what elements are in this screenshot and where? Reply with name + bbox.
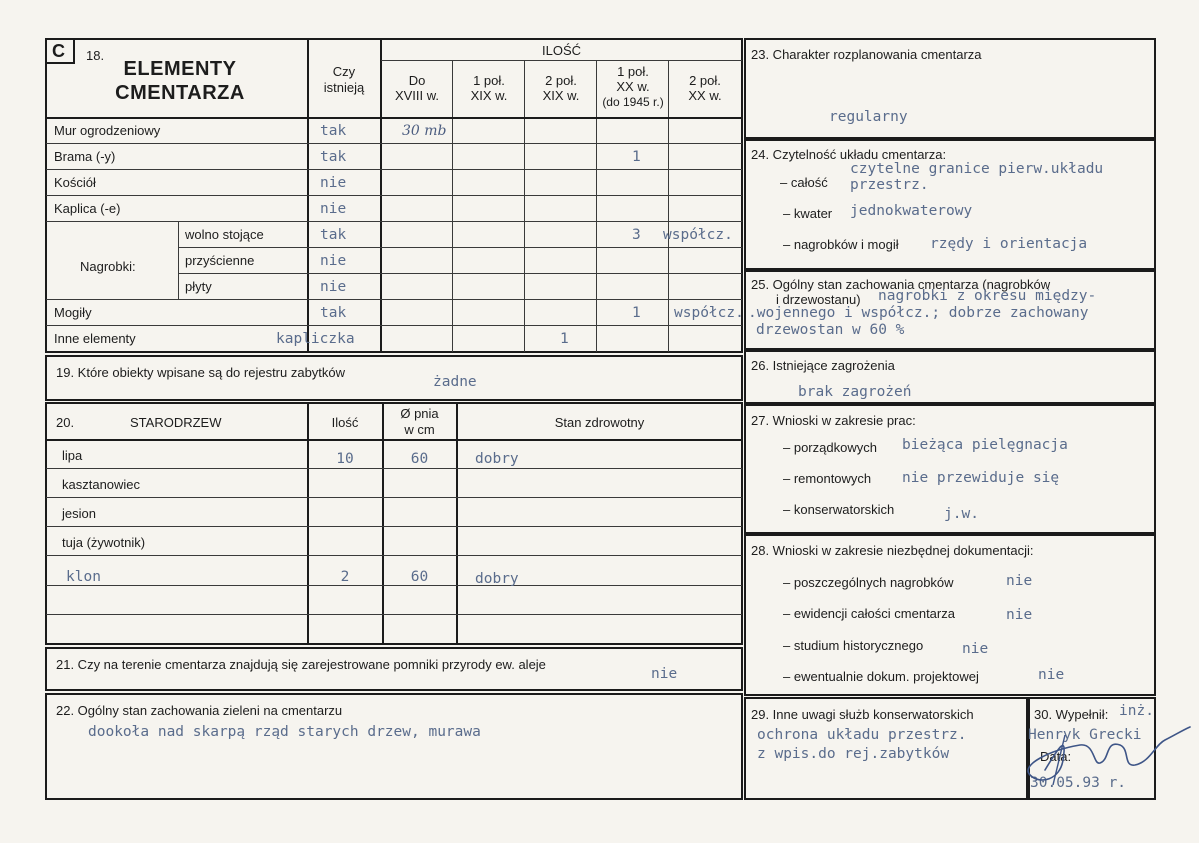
row-kaplica: Kaplica (-e) — [54, 201, 121, 216]
s24-label: 24. Czytelność układu cmentarza: — [751, 147, 947, 162]
tree-row-5-name: klon — [66, 569, 101, 585]
row-kosciol: Kościół — [54, 175, 96, 190]
mur-exist-value: tak — [320, 123, 347, 139]
s22-label: 22. Ogólny stan zachowania zieleni na cmentarzu — [56, 703, 343, 718]
s25-value-3: drzewostan w 60 % — [756, 322, 905, 338]
s24-nagrob-value: rzędy i orientacja — [930, 236, 1088, 252]
s20-col-stan: Stan zdrowotny — [554, 415, 645, 430]
row-brama: Brama (-y) — [54, 149, 116, 164]
period-4-l3: (do 1945 r.) — [602, 95, 664, 109]
s30-title-value: inż. — [1119, 703, 1154, 719]
s27-item-3-value: j.w. — [944, 506, 979, 522]
s30-label: 30. Wypełnił: — [1034, 707, 1109, 722]
s27-item-2-value: nie przewiduje się — [902, 470, 1060, 486]
s28-item-1-label: – poszczególnych nagrobków — [783, 575, 954, 590]
row-mur: Mur ogrodzeniowy — [54, 123, 161, 138]
s25-value-1: nagrobki z okresu między- — [878, 288, 1097, 304]
period-2-l2: XIX w. — [470, 88, 508, 103]
s20-col-pnia-l2: w cm — [404, 422, 435, 437]
period-5-l1: 2 poł. — [689, 73, 721, 88]
col-exist-line1: Czy — [332, 64, 356, 79]
period-4-l1: 1 poł. — [617, 64, 649, 79]
s21-value: nie — [651, 666, 678, 682]
s23-label: 23. Charakter rozplanowania cmentarza — [751, 47, 982, 62]
s28-item-3-label: – studium historycznego — [783, 638, 924, 653]
s27-item-3-label: – konserwatorskich — [783, 502, 895, 517]
section-letter: C — [52, 41, 65, 61]
s20-title: STARODRZEW — [130, 415, 222, 430]
s26-value: brak zagrożeń — [798, 384, 912, 400]
plyty-exist-value: nie — [320, 279, 347, 295]
wolno-1p20-value: 3 — [632, 227, 641, 243]
wolno-note-value: współcz. — [663, 227, 733, 243]
signature-image — [1005, 715, 1195, 790]
row-wolno-stojace: wolno stojące — [185, 227, 264, 242]
s18-number: 18. — [86, 48, 105, 63]
s24-calosc-label: – całość — [780, 175, 828, 190]
s25-value-2: .wojennego i współcz.; dobrze zachowany — [748, 305, 1089, 321]
period-3-l2: XIX w. — [542, 88, 580, 103]
s24-kwater-label: – kwater — [783, 206, 833, 221]
brama-1p20-value: 1 — [632, 149, 641, 165]
period-1-l1: Do — [408, 73, 426, 88]
tree-row-5-stan: dobry — [475, 571, 519, 587]
s23-value: regularny — [829, 109, 908, 125]
row-plyty: płyty — [185, 279, 212, 294]
wolno-exist-value: tak — [320, 227, 347, 243]
s25-label-2: i drzewostanu) — [776, 292, 861, 307]
s20-col-ilosc: Ilość — [331, 415, 359, 430]
s19-value: żadne — [433, 374, 477, 390]
ilosc-header: ILOŚĆ — [541, 43, 581, 58]
mogily-note-value: współcz. — [674, 305, 744, 321]
row-mogily: Mogiły — [54, 305, 92, 320]
s28-item-2-label: – ewidencji całości cmentarza — [783, 606, 955, 621]
row-inne: Inne elementy — [54, 331, 136, 346]
s20-col-pnia-l1: Ø pnia — [400, 406, 439, 421]
mur-do18-value: 30 mb — [402, 123, 447, 139]
period-4-l2: XX w. — [616, 79, 650, 94]
s29-label: 29. Inne uwagi służb konserwatorskich — [751, 707, 974, 722]
s28-label: 28. Wnioski w zakresie niezbędnej dokumentacji: — [751, 543, 1034, 558]
s18-title-line1: ELEMENTY — [123, 58, 237, 80]
period-1-l2: XVIII w. — [394, 88, 440, 103]
s28-item-2-value: nie — [1006, 607, 1033, 623]
col-exist-line2: istnieją — [323, 80, 365, 95]
inne-name-value: kapliczka — [276, 331, 355, 347]
tree-row-1-pien: 60 — [410, 451, 429, 467]
brama-exist-value: tak — [320, 149, 347, 165]
s28-item-4-value: nie — [1038, 667, 1065, 683]
kosciol-exist-value: nie — [320, 175, 347, 191]
s21-label: 21. Czy na terenie cmentarza znajdują się zarejestrowane pomniki przyrody ew. aleje — [56, 657, 546, 672]
tree-row-4-name: tuja (żywotnik) — [62, 535, 146, 550]
s24-calosc-value-1: czytelne granice pierw.układu — [850, 161, 1104, 177]
period-2-l1: 1 poł. — [473, 73, 505, 88]
s27-item-2-label: – remontowych — [783, 471, 872, 486]
s28-item-3-value: nie — [962, 641, 989, 657]
row-przyscienne: przyścienne — [185, 253, 255, 268]
s22-value: dookoła nad skarpą rząd starych drzew, murawa — [88, 724, 481, 740]
tree-row-5-ilosc: 2 — [340, 569, 350, 585]
s30-name-value: Henryk Grecki — [1028, 727, 1142, 743]
s25-label-1: 25. Ogólny stan zachowania cmentarza (nagrobków — [751, 277, 1051, 292]
tree-row-5-pien: 60 — [410, 569, 429, 585]
s27-item-1-value: bieżąca pielęgnacja — [902, 437, 1068, 453]
s19-label: 19. Które obiekty wpisane są do rejestru zabytków — [56, 365, 346, 380]
s30-date-label: Data: — [1040, 749, 1072, 764]
inne-2p19-value: 1 — [560, 331, 569, 347]
s24-nagrob-label: – nagrobków i mogił — [783, 237, 899, 252]
kaplica-exist-value: nie — [320, 201, 347, 217]
s24-kwater-value: jednokwaterowy — [850, 203, 973, 219]
period-3-l1: 2 poł. — [545, 73, 577, 88]
s29-value-1: ochrona układu przestrz. — [757, 727, 967, 743]
s30-date-value: 30.05.93 r. — [1030, 775, 1127, 791]
tree-row-1-name: lipa — [62, 448, 83, 463]
s18-title-line2: CMENTARZA — [115, 82, 245, 104]
przyscienne-exist-value: nie — [320, 253, 347, 269]
s27-item-1-label: – porządkowych — [783, 440, 877, 455]
period-5-l2: XX w. — [688, 88, 722, 103]
tree-row-1-ilosc: 10 — [336, 451, 354, 467]
s26-label: 26. Istniejące zagrożenia — [751, 358, 895, 373]
row-nagrobki: Nagrobki: — [80, 259, 136, 274]
mogily-1p20-value: 1 — [632, 305, 641, 321]
s24-calosc-value-2: przestrz. — [850, 177, 929, 193]
s29-value-2: z wpis.do rej.zabytków — [757, 746, 950, 762]
mogily-exist-value: tak — [320, 305, 347, 321]
tree-row-2-name: kasztanowiec — [62, 477, 141, 492]
s27-label: 27. Wnioski w zakresie prac: — [751, 413, 916, 428]
s20-number: 20. — [56, 415, 75, 430]
s28-item-4-label: – ewentualnie dokum. projektowej — [783, 669, 979, 684]
s28-item-1-value: nie — [1006, 573, 1033, 589]
tree-row-1-stan: dobry — [475, 451, 519, 467]
tree-row-3-name: jesion — [62, 506, 96, 521]
